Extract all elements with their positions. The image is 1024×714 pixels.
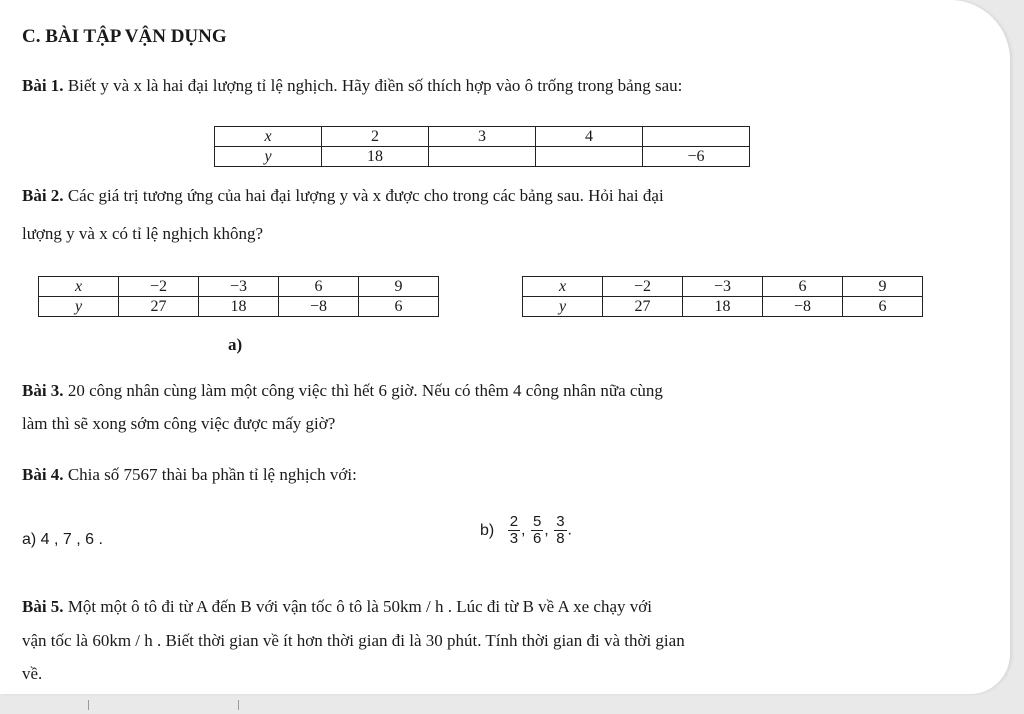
bai1-cell [536,147,643,167]
bai2a-cell: 9 [359,277,439,297]
fraction-numerator: 2 [509,513,519,530]
bai2a-cell: 6 [279,277,359,297]
bai2b-cell: 6 [763,277,843,297]
bai2b-cell: −8 [763,297,843,317]
bai4-part-b: b) $\frac{2}{3}$ , $\frac{5}{6}$ , $\frac{3}{8}$ . [480,513,572,547]
bai2b-cell: −3 [683,277,763,297]
bai1-cell: y [215,147,322,167]
bai4-line [22,465,357,485]
fraction-numerator: 3 [556,513,565,530]
bai2b-cell: y [523,297,603,317]
bai5-line-2: vận tốc là 60km / h . Biết thời gian về ít hơn thời gian đi là 30 phút. Tính thời gian đi và thời gian [22,631,685,650]
bai1-cell [429,147,536,167]
fraction-denominator: 8 [556,530,565,547]
bai2-caption-a: a) [228,335,243,354]
bai2b-cell: 27 [603,297,683,317]
bai2a-cell: y [39,297,119,317]
scan-mark [88,700,89,710]
bai3-line-1 [22,381,663,401]
fraction-denominator: 6 [532,530,542,547]
bai1-cell [643,127,750,147]
bai1-line [22,76,682,96]
bai2-label: Bài 2. [22,186,64,205]
bai2a-cell: 18 [199,297,279,317]
bai3-line-2: làm thì sẽ xong sớm công việc được mấy giờ? [22,414,336,433]
bai1-cell: 18 [322,147,429,167]
bai2-table-a [38,276,439,317]
bai2b-cell: 9 [843,277,923,297]
bai5-label: Bài 5. [22,597,64,616]
bai5-line-3: về. [22,664,43,683]
bai2-line-1 [22,186,664,206]
bai2a-cell: −8 [279,297,359,317]
section-heading: C. BÀI TẬP VẬN DỤNG [22,26,227,47]
bai1-cell: 4 [536,127,643,147]
bai2a-cell: 27 [119,297,199,317]
bai2a-cell: −3 [199,277,279,297]
bai2b-cell: 18 [683,297,763,317]
bai2a-cell: −2 [119,277,199,297]
bai2b-cell: 6 [843,297,923,317]
bai3-text-1: 20 công nhân cùng làm một công việc thì hết 6 giờ. Nếu có thêm 4 công nhân nữa cùng [67,381,663,400]
bai2b-cell: x [523,277,603,297]
bai2-line-2: lượng y và x có tỉ lệ nghịch không? [22,224,264,243]
fraction-denominator: 3 [509,530,519,547]
bai3-label: Bài 3. [22,381,64,400]
fraction [531,514,543,547]
fraction-numerator: 5 [532,513,542,530]
bai1-label: Bài 1. [22,76,64,95]
bai2-table-b [522,276,923,317]
bai2a-cell: 6 [359,297,439,317]
bai2-text-1: Các giá trị tương ứng của hai đại lượng y và x được cho trong các bảng sau. Hỏi hai đại [67,186,664,205]
fraction [508,514,520,547]
bai1-cell: 2 [322,127,429,147]
bai1-table [214,126,750,167]
bai1-cell: −6 [643,147,750,167]
bai1-cell: 3 [429,127,536,147]
bai5-line-1 [22,597,652,617]
bai4-label: Bài 4. [22,465,64,484]
scan-mark [238,700,239,710]
bai2a-cell: x [39,277,119,297]
fraction [554,514,566,547]
bai4-text: Chia số 7567 thài ba phần tỉ lệ nghịch với: [67,465,357,484]
bai2b-cell: −2 [603,277,683,297]
bai4-part-b-label: b) [480,521,495,539]
bai1-cell: x [215,127,322,147]
bai5-text-1: Một một ô tô đi từ A đến B với vận tốc ô tô là 50km / h . Lúc đi từ B về A xe chạy với [67,597,652,616]
bai4-part-a: a) 4 , 7 , 6 . [22,531,103,548]
bai1-text: Biết y và x là hai đại lượng tỉ lệ nghịch. Hãy điền số thích hợp vào ô trống trong bảng sau: [67,76,683,95]
